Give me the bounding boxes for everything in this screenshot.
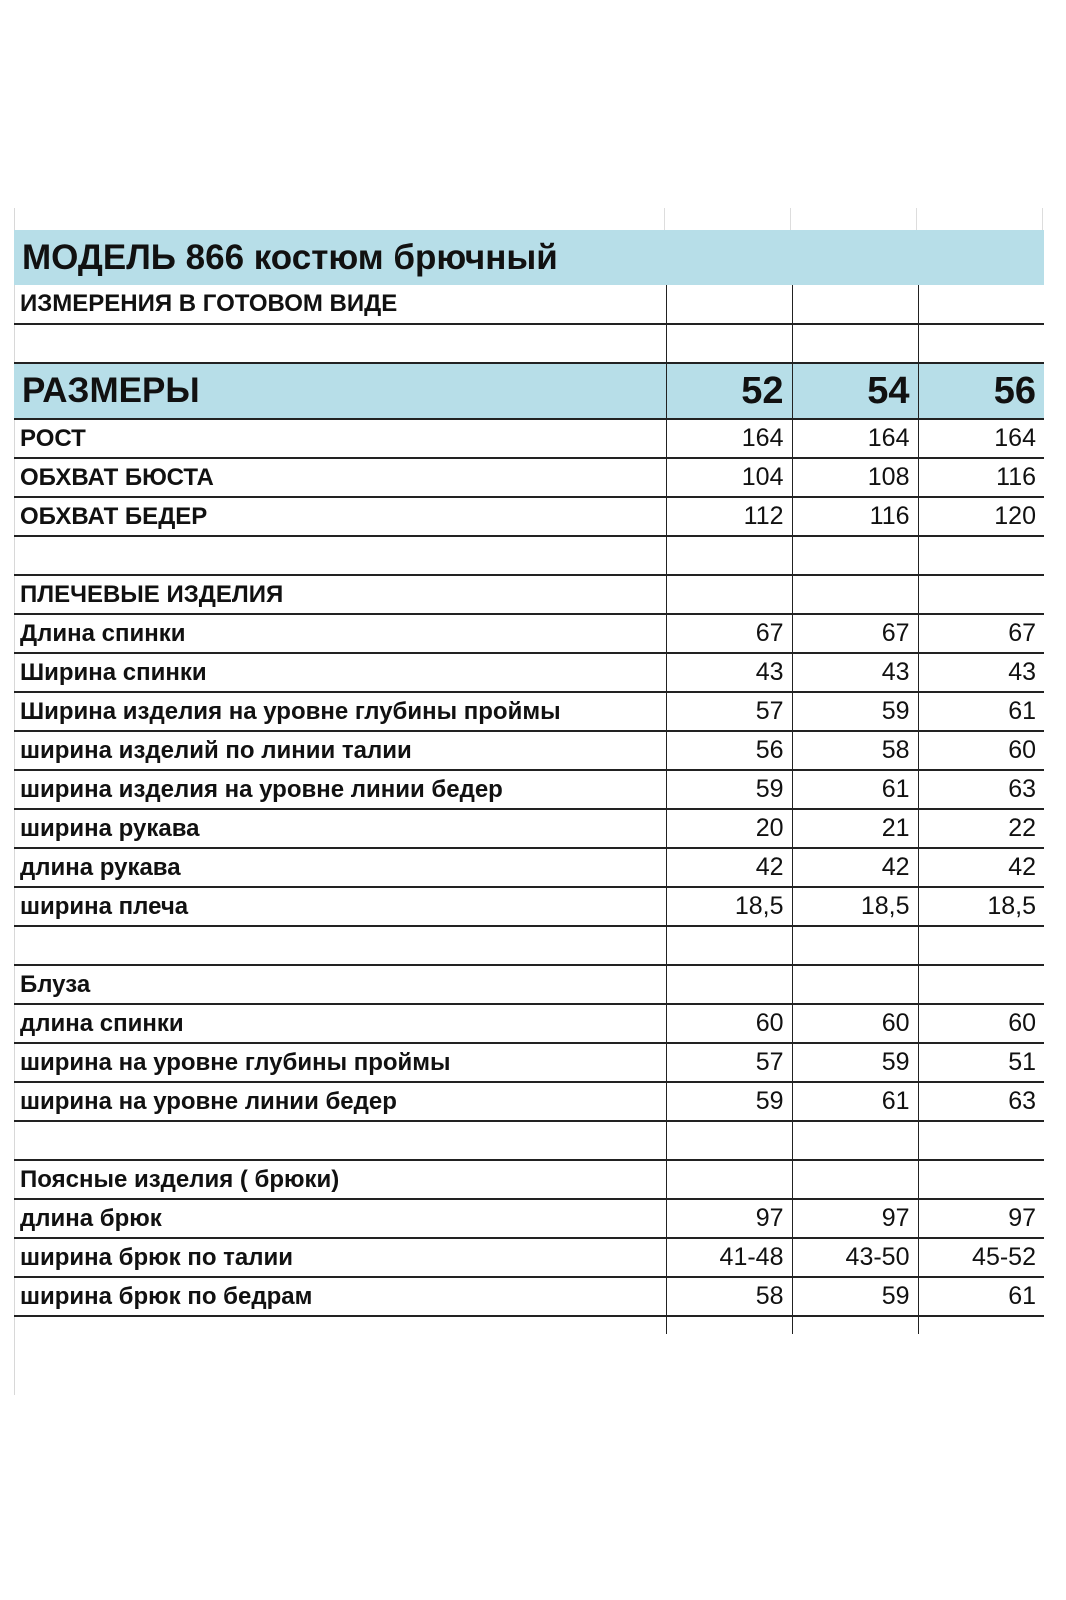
size-chart-table <box>14 230 1044 1334</box>
empty-cell <box>792 324 918 363</box>
measure-value: 60 <box>918 1004 1044 1043</box>
measure-row <box>14 1004 1044 1043</box>
measure-value: 43 <box>918 653 1044 692</box>
column-guide <box>916 208 917 230</box>
measure-value: 43-50 <box>792 1238 918 1277</box>
sizes-header-row <box>14 363 1044 419</box>
empty-cell <box>666 285 792 324</box>
empty-cell <box>666 536 792 575</box>
empty-cell <box>792 926 918 965</box>
measure-label: РОСТ <box>14 419 666 458</box>
blank-row <box>14 1121 1044 1160</box>
measure-value: 45-52 <box>918 1238 1044 1277</box>
empty-cell <box>918 1160 1044 1199</box>
empty-cell <box>14 536 666 575</box>
model-title: МОДЕЛЬ 866 костюм брючный <box>14 230 1044 285</box>
measure-value: 120 <box>918 497 1044 536</box>
measure-row <box>14 1043 1044 1082</box>
blank-row <box>14 536 1044 575</box>
empty-cell <box>14 1316 666 1334</box>
empty-cell <box>14 1121 666 1160</box>
size-header: 56 <box>918 363 1044 419</box>
partial-row <box>14 1316 1044 1334</box>
size-header: 52 <box>666 363 792 419</box>
measure-value: 20 <box>666 809 792 848</box>
measure-value: 51 <box>918 1043 1044 1082</box>
measure-value: 67 <box>666 614 792 653</box>
sizes-label: РАЗМЕРЫ <box>14 363 666 419</box>
measure-value: 41-48 <box>666 1238 792 1277</box>
empty-cell <box>666 1160 792 1199</box>
empty-cell <box>792 536 918 575</box>
empty-cell <box>918 285 1044 324</box>
measure-label: длина спинки <box>14 1004 666 1043</box>
measurements-subtitle: ИЗМЕРЕНИЯ В ГОТОВОМ ВИДЕ <box>14 285 666 324</box>
section-heading: Поясные изделия ( брюки) <box>14 1160 666 1199</box>
measure-value: 116 <box>792 497 918 536</box>
measure-value: 42 <box>666 848 792 887</box>
measure-value: 97 <box>792 1199 918 1238</box>
section-heading-row <box>14 1160 1044 1199</box>
empty-cell <box>792 1121 918 1160</box>
measure-value: 59 <box>792 692 918 731</box>
measure-label: ОБХВАТ БЕДЕР <box>14 497 666 536</box>
measure-value: 61 <box>792 1082 918 1121</box>
measure-label: ширина на уровне линии бедер <box>14 1082 666 1121</box>
measure-value: 61 <box>792 770 918 809</box>
measure-value: 63 <box>918 770 1044 809</box>
empty-cell <box>792 285 918 324</box>
measure-value: 60 <box>666 1004 792 1043</box>
measure-value: 59 <box>666 1082 792 1121</box>
measure-row <box>14 1238 1044 1277</box>
empty-cell <box>666 575 792 614</box>
empty-cell <box>918 324 1044 363</box>
measure-row <box>14 809 1044 848</box>
measure-row <box>14 419 1044 458</box>
empty-cell <box>14 926 666 965</box>
empty-cell <box>666 1121 792 1160</box>
empty-cell <box>918 926 1044 965</box>
measure-value: 97 <box>918 1199 1044 1238</box>
measure-value: 18,5 <box>792 887 918 926</box>
measure-row <box>14 458 1044 497</box>
measure-row <box>14 1082 1044 1121</box>
measure-value: 58 <box>792 731 918 770</box>
empty-cell <box>666 926 792 965</box>
measure-label: Ширина спинки <box>14 653 666 692</box>
measure-row <box>14 653 1044 692</box>
measure-row <box>14 1199 1044 1238</box>
measure-value: 164 <box>666 419 792 458</box>
measure-value: 21 <box>792 809 918 848</box>
measure-value: 164 <box>792 419 918 458</box>
empty-cell <box>792 1160 918 1199</box>
measure-label: Длина спинки <box>14 614 666 653</box>
measure-label: ширина рукава <box>14 809 666 848</box>
empty-cell <box>14 324 666 363</box>
measure-value: 164 <box>918 419 1044 458</box>
measure-value: 18,5 <box>918 887 1044 926</box>
measure-row <box>14 731 1044 770</box>
empty-cell <box>918 1121 1044 1160</box>
measure-value: 61 <box>918 692 1044 731</box>
empty-cell <box>792 1316 918 1334</box>
measure-value: 57 <box>666 1043 792 1082</box>
size-header: 54 <box>792 363 918 419</box>
measure-value: 116 <box>918 458 1044 497</box>
column-guide <box>1042 208 1043 230</box>
measure-value: 59 <box>792 1277 918 1316</box>
measure-value: 112 <box>666 497 792 536</box>
section-heading-row <box>14 575 1044 614</box>
measure-label: ширина плеча <box>14 887 666 926</box>
section-heading-row <box>14 965 1044 1004</box>
empty-cell <box>666 324 792 363</box>
measure-row <box>14 497 1044 536</box>
measure-value: 59 <box>666 770 792 809</box>
measure-value: 57 <box>666 692 792 731</box>
measure-value: 97 <box>666 1199 792 1238</box>
measure-value: 22 <box>918 809 1044 848</box>
section-heading: ПЛЕЧЕВЫЕ ИЗДЕЛИЯ <box>14 575 666 614</box>
measure-value: 59 <box>792 1043 918 1082</box>
measure-value: 43 <box>666 653 792 692</box>
measure-value: 56 <box>666 731 792 770</box>
measure-label: длина рукава <box>14 848 666 887</box>
measure-value: 104 <box>666 458 792 497</box>
measure-label: длина брюк <box>14 1199 666 1238</box>
measure-value: 67 <box>918 614 1044 653</box>
measure-label: ширина брюк по талии <box>14 1238 666 1277</box>
blank-row <box>14 324 1044 363</box>
measure-label: ширина изделий по линии талии <box>14 731 666 770</box>
blank-row <box>14 926 1044 965</box>
measure-row <box>14 614 1044 653</box>
empty-cell <box>666 965 792 1004</box>
title-row <box>14 230 1044 285</box>
measure-value: 108 <box>792 458 918 497</box>
measure-row <box>14 692 1044 731</box>
measure-value: 18,5 <box>666 887 792 926</box>
measure-row <box>14 887 1044 926</box>
measure-value: 43 <box>792 653 918 692</box>
measure-label: Ширина изделия на уровне глубины проймы <box>14 692 666 731</box>
measure-label: ширина изделия на уровне линии бедер <box>14 770 666 809</box>
measure-row <box>14 848 1044 887</box>
empty-cell <box>918 575 1044 614</box>
measure-value: 60 <box>792 1004 918 1043</box>
subtitle-row <box>14 285 1044 324</box>
measure-label: ширина на уровне глубины проймы <box>14 1043 666 1082</box>
measure-value: 63 <box>918 1082 1044 1121</box>
column-guide <box>790 208 791 230</box>
empty-cell <box>918 965 1044 1004</box>
measure-row <box>14 1277 1044 1316</box>
measure-value: 61 <box>918 1277 1044 1316</box>
measure-value: 67 <box>792 614 918 653</box>
measure-row <box>14 770 1044 809</box>
empty-cell <box>666 1316 792 1334</box>
empty-cell <box>792 575 918 614</box>
empty-cell <box>792 965 918 1004</box>
measure-value: 42 <box>792 848 918 887</box>
measure-value: 60 <box>918 731 1044 770</box>
empty-cell <box>918 1316 1044 1334</box>
empty-cell <box>918 536 1044 575</box>
measure-value: 58 <box>666 1277 792 1316</box>
spreadsheet <box>14 208 1044 1395</box>
column-guide <box>664 208 665 230</box>
measure-label: ширина брюк по бедрам <box>14 1277 666 1316</box>
section-heading: Блуза <box>14 965 666 1004</box>
measure-label: ОБХВАТ БЮСТА <box>14 458 666 497</box>
measure-value: 42 <box>918 848 1044 887</box>
